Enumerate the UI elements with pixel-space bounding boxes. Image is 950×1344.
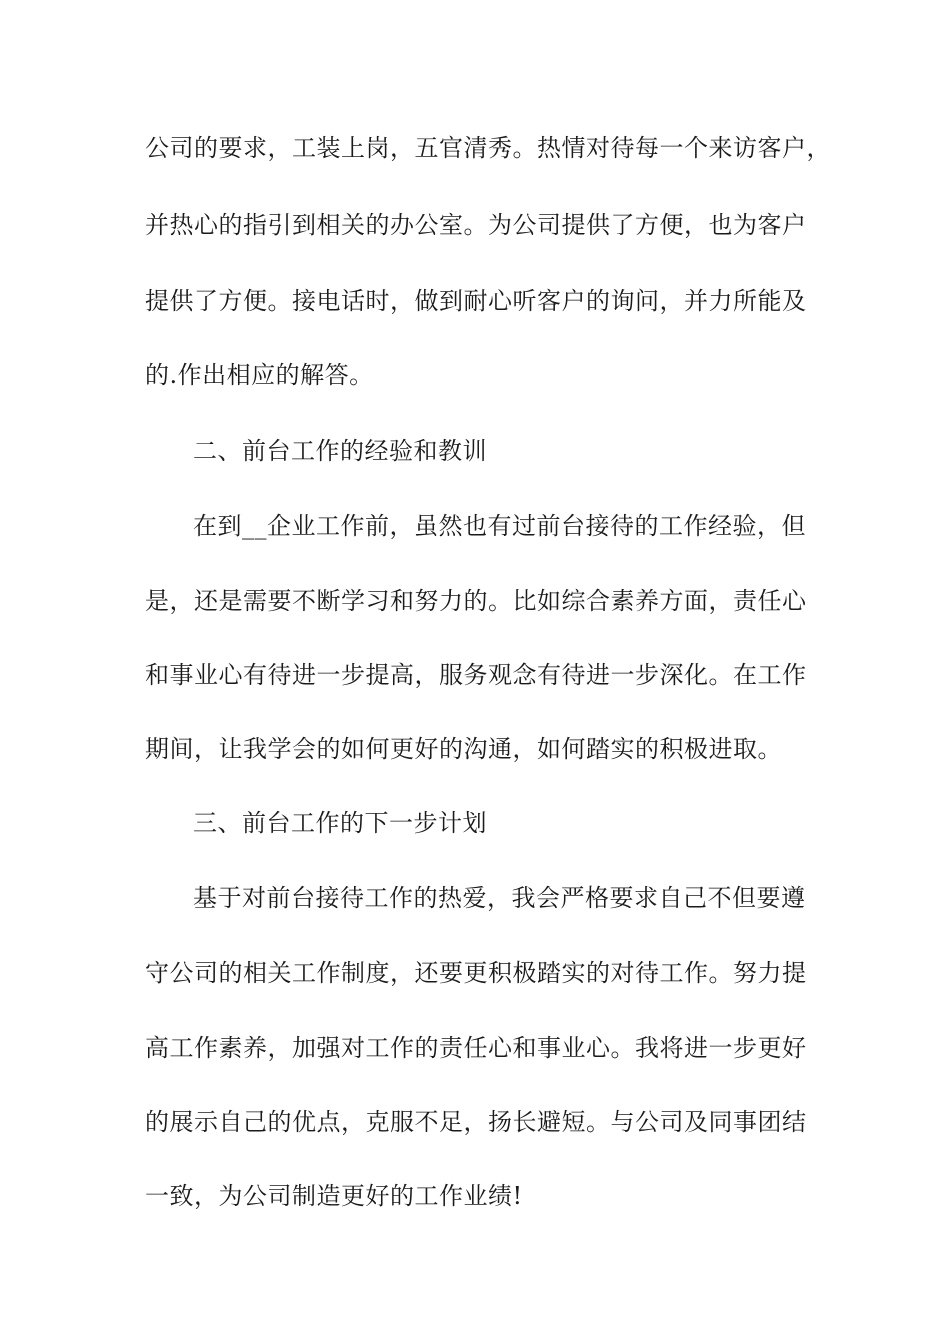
paragraph-line: 基于对前台接待工作的热爱，我会严格要求自己不但要遵: [193, 884, 806, 912]
paragraph-line: 公司的要求，工装上岗，五官清秀。热情对待每一个来访客户，: [145, 134, 831, 162]
paragraph-line: 的展示自己的优点，克服不足，扬长避短。与公司及同事团结: [145, 1108, 807, 1136]
paragraph-line: 的.作出相应的解答。: [145, 361, 374, 389]
paragraph-line: 守公司的相关工作制度，还要更积极踏实的对待工作。努力提: [145, 959, 807, 987]
section-heading: 三、前台工作的下一步计划: [193, 809, 487, 837]
paragraph-line: 在到__企业工作前，虽然也有过前台接待的工作经验，但: [193, 512, 806, 540]
paragraph-line: 高工作素养，加强对工作的责任心和事业心。我将进一步更好: [145, 1034, 807, 1062]
section-heading: 二、前台工作的经验和教训: [193, 437, 487, 465]
paragraph-line: 期间，让我学会的如何更好的沟通，如何踏实的积极进取。: [145, 735, 782, 763]
paragraph-line: 并热心的指引到相关的办公室。为公司提供了方便，也为客户: [145, 211, 807, 239]
paragraph-line: 一致，为公司制造更好的工作业绩!: [145, 1182, 523, 1210]
paragraph-line: 是，还是需要不断学习和努力的。比如综合素养方面，责任心: [145, 587, 807, 615]
paragraph-line: 和事业心有待进一步提高，服务观念有待进一步深化。在工作: [145, 661, 807, 689]
paragraph-line: 提供了方便。接电话时，做到耐心听客户的询问，并力所能及: [145, 287, 807, 315]
